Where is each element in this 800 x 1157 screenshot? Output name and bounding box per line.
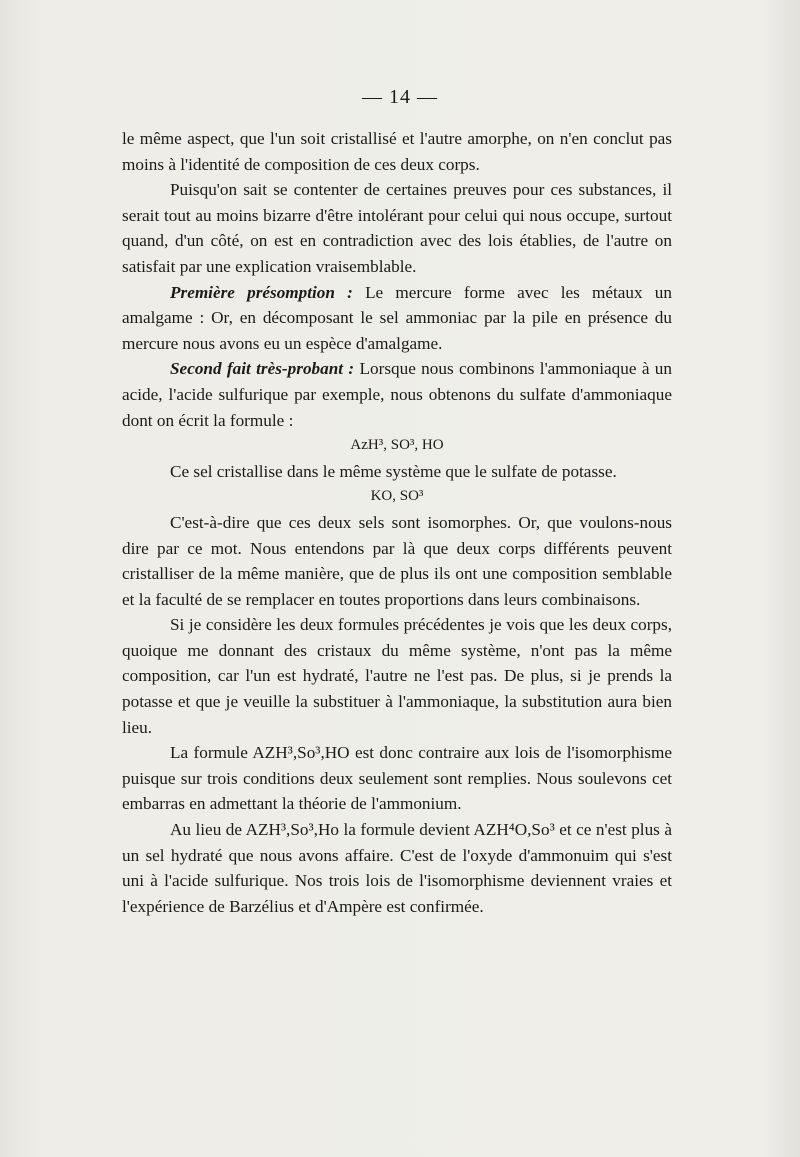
paragraph-3 (122, 280, 672, 357)
body-text (122, 126, 672, 919)
paragraph-5: Ce sel cristallise dans le même système que le sulfate de potasse. (170, 461, 617, 481)
paragraph-7: Si je considère les deux formules précédentes je vois que les deux corps, quoique me donnant des cristaux du même système, n'ont pas la même composition, car l'un est hydraté, l'autre ne l'est pas. De plus, si je prends la potasse et que je veuille la substituer à l'ammoniaque, la substitution aura bien lieu. (122, 615, 672, 737)
paragraph-9: Au lieu de AZH³,So³,Ho la formule devient AZH⁴O,So³ et ce n'est plus à un sel hydraté que nous avons affaire. C'est de l'oxyde d'ammonuim qui s'est uni à l'acide sulfurique. Nos trois lois de l'isomorphisme deviennent vraies et l'expérience de Barzélius et d'Ampère est confirmée. (122, 820, 672, 916)
paragraph-6: C'est-à-dire que ces deux sels sont isomorphes. Or, que voulons-nous dire par ce mot. Nous entendons par là que deux corps différents peuvent cristalliser de la même manière, que de plus ils ont une composition semblable et la faculté de se remplacer en toutes proportions dans leurs combinaisons. (122, 512, 672, 609)
paragraph-2: Puisqu'on sait se contenter de certaines preuves pour ces substances, il serait tout au moins bizarre d'être intolérant pour celui qui nous occupe, surtout quand, d'un côté, on est en contradiction avec des lois établies, de l'autre on satisfait par une explication vraisemblable. (122, 180, 672, 276)
paragraph-1: le même aspect, que l'un soit cristallisé et l'autre amorphe, on n'en conclut pas moins à l'identité de composition de ces deux corps. (122, 129, 672, 174)
paragraph-8: La formule AZH³,So³,HO est donc contraire aux lois de l'isomorphisme puisque sur trois conditions deux seulement sont remplies. Nous soulevons cet embarras en admettant la théorie de l'ammonium. (122, 743, 672, 814)
paragraph-3-label: Première présomption : (170, 282, 353, 302)
paragraph-4-text: Lorsque nous combinons l'ammoniaque à un acide, l'acide sulfurique par exemple, nous obtenons du sulfate d'ammoniaque dont on écrit la formule : (122, 359, 672, 430)
page-number: — 14 — (362, 86, 438, 108)
paragraph-4-label: Second fait très-probant : (170, 359, 355, 379)
formula-ammonium-sulfate: AzH³, SO³, HO (350, 437, 444, 454)
formula-potassium-sulfate: KO, SO³ (370, 488, 424, 505)
paragraph-4 (122, 356, 672, 433)
paragraph-3-text: Le mercure forme avec les métaux un amalgame : Or, en décomposant le sel ammoniac par la pile en présence du mercure nous avons eu un espèce d'amalgame. (122, 282, 672, 353)
